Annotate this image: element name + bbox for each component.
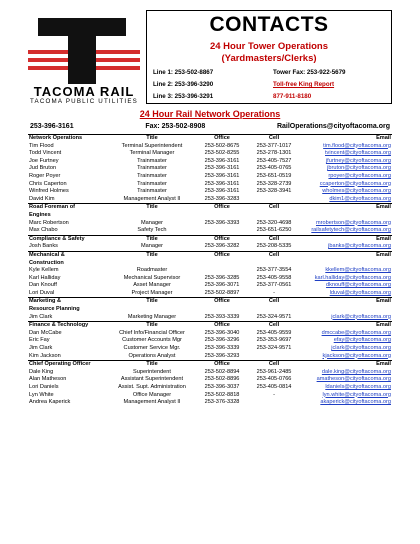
contact-row bbox=[28, 267, 392, 275]
email-link[interactable]: jbanks@cityoftacoma.org bbox=[328, 243, 391, 250]
contact-email-link[interactable] bbox=[300, 290, 392, 298]
contact-row bbox=[28, 330, 392, 338]
contact-name: Dan McCabe bbox=[29, 329, 62, 336]
section-name: Road Foreman of bbox=[28, 204, 108, 212]
section-header bbox=[28, 251, 392, 259]
empty-cell bbox=[108, 212, 196, 220]
contact-name: Chris Caperton bbox=[29, 180, 67, 187]
section-name: Chief Operating Officer bbox=[28, 361, 108, 369]
email-link[interactable]: lyn.white@cityoftacoma.org bbox=[322, 391, 391, 398]
column-header-office: Office bbox=[196, 361, 248, 369]
contact-row bbox=[28, 290, 392, 298]
section-header bbox=[28, 361, 392, 369]
contact-email-link[interactable] bbox=[300, 227, 392, 235]
contact-email-link[interactable] bbox=[300, 188, 392, 196]
email-link[interactable]: dale.king@cityoftacoma.org bbox=[321, 368, 391, 375]
tower-heading-line: 24 Hour Tower Operations bbox=[209, 41, 329, 52]
contact-office-phone: 253-396-3283 bbox=[204, 195, 240, 202]
header bbox=[28, 10, 392, 106]
contact-row bbox=[28, 143, 392, 151]
contact-office-phone: 253-396-3161 bbox=[204, 172, 240, 179]
contact-row bbox=[28, 173, 392, 181]
contact-email-link[interactable] bbox=[300, 376, 392, 384]
email-link[interactable]: jclark@cityoftacoma.org bbox=[331, 313, 391, 320]
contact-email-link[interactable] bbox=[300, 392, 392, 400]
contact-title: Customer Service Mgr. bbox=[123, 345, 181, 352]
contact-title: Mechanical Supervisor bbox=[123, 274, 181, 281]
contact-cell-phone: 253-405-0814 bbox=[256, 384, 292, 390]
contact-row bbox=[28, 243, 392, 251]
contact-email-link[interactable] bbox=[300, 314, 392, 322]
column-header-email: Email bbox=[300, 251, 392, 259]
contact-row bbox=[28, 181, 392, 189]
contact-title: Assist. Supt. Administration bbox=[118, 384, 186, 390]
contact-email-link[interactable] bbox=[300, 267, 392, 275]
contact-name: Alan Matheson bbox=[29, 376, 67, 383]
section-header bbox=[28, 204, 392, 212]
contact-cell-phone bbox=[248, 196, 300, 204]
contact-row bbox=[28, 399, 392, 407]
email-link[interactable]: amatheson@cityoftacoma.org bbox=[316, 376, 391, 383]
contact-row bbox=[28, 345, 392, 353]
contact-email-link[interactable] bbox=[300, 220, 392, 228]
email-link[interactable]: lduval@cityoftacoma.org bbox=[329, 289, 391, 296]
section-header bbox=[28, 135, 392, 143]
contact-email-link[interactable] bbox=[300, 150, 392, 158]
column-header-cell: Cell bbox=[248, 235, 300, 243]
contact-email-link[interactable] bbox=[300, 353, 392, 361]
column-header-title: Title bbox=[108, 235, 196, 243]
section-name: Mechanical & bbox=[28, 251, 108, 259]
column-header-cell: Cell bbox=[248, 298, 300, 306]
contact-name: Winfred Holmes bbox=[29, 188, 69, 195]
contact-row bbox=[28, 353, 392, 361]
contact-cell-phone: 253-405-9558 bbox=[256, 274, 292, 281]
title-box bbox=[146, 10, 392, 104]
contact-name: Roger Poyer bbox=[29, 172, 61, 179]
network-fax: Fax: 253-502-8908 bbox=[145, 123, 206, 130]
contact-title: Office Manager bbox=[132, 391, 172, 398]
contact-email-link[interactable] bbox=[300, 173, 392, 181]
contact-row bbox=[28, 376, 392, 384]
contact-office-phone: 253-396-3161 bbox=[204, 180, 240, 187]
contact-office-phone: 253-396-3393 bbox=[204, 219, 240, 226]
column-header-office: Office bbox=[196, 298, 248, 306]
contact-name: Josh Banks bbox=[29, 243, 58, 250]
empty-cell bbox=[248, 260, 300, 268]
contact-cell-phone: 253-328-3941 bbox=[256, 188, 292, 195]
contact-name: Todd Vincent bbox=[29, 150, 62, 157]
contact-email-link[interactable] bbox=[300, 369, 392, 377]
column-header-title: Title bbox=[108, 135, 196, 143]
empty-cell bbox=[300, 306, 392, 314]
contact-name: Joe Furtney bbox=[29, 157, 59, 164]
contact-name: Dale King bbox=[29, 368, 54, 375]
section-header bbox=[28, 298, 392, 306]
contact-office-phone: 253-396-3282 bbox=[204, 243, 240, 250]
contact-office-phone: 253-393-3339 bbox=[204, 313, 240, 320]
contact-row bbox=[28, 220, 392, 228]
contact-cell-phone bbox=[248, 353, 300, 361]
contact-office-phone bbox=[196, 267, 248, 275]
contact-cell-phone: 253-324-9571 bbox=[256, 313, 292, 320]
contact-email-link[interactable] bbox=[300, 330, 392, 338]
empty-cell bbox=[300, 260, 392, 268]
contact-name: Karl Halliday bbox=[29, 274, 61, 281]
toll-free-label: Toll-free King Report bbox=[273, 81, 335, 88]
contact-name: Eric Fay bbox=[29, 337, 50, 344]
column-header-office: Office bbox=[196, 204, 248, 212]
contact-cell-phone: 253-353-9697 bbox=[256, 337, 292, 344]
tower-heading bbox=[147, 41, 391, 65]
contact-row bbox=[28, 227, 392, 235]
contact-name: Lori Duval bbox=[29, 289, 55, 296]
contact-email-link[interactable] bbox=[300, 399, 392, 407]
email-link[interactable]: ldaniels@cityoftacoma.org bbox=[325, 384, 391, 390]
email-link[interactable]: dmccabe@cityoftacoma.org bbox=[321, 329, 391, 336]
contact-row bbox=[28, 196, 392, 204]
column-header-office: Office bbox=[196, 135, 248, 143]
contact-cell-phone: 253-377-3554 bbox=[256, 267, 292, 274]
contact-title: Marketing Manager bbox=[127, 313, 177, 320]
email-link[interactable]: dkim1@cityoftacoma.org bbox=[329, 195, 391, 202]
logo-t-stem bbox=[68, 36, 96, 84]
empty-cell bbox=[108, 260, 196, 268]
contact-title: Trainmaster bbox=[137, 157, 167, 164]
section-name: Finance & Technology bbox=[28, 322, 108, 330]
tower-subheading: (Yardmasters/Clerks) bbox=[221, 53, 317, 64]
contact-office-phone: 253-396-3161 bbox=[204, 165, 240, 172]
column-header-email: Email bbox=[300, 322, 392, 330]
contact-title: Roadmaster bbox=[136, 267, 168, 274]
contact-email-link[interactable] bbox=[300, 282, 392, 290]
column-header-title: Title bbox=[108, 298, 196, 306]
contact-cell-phone: 253-651-0519 bbox=[256, 172, 292, 179]
section-name: Marketing & bbox=[28, 298, 108, 306]
contact-row bbox=[28, 275, 392, 283]
toll-free-number: 877-911-8180 bbox=[273, 93, 312, 100]
contact-office-phone: 253-396-3339 bbox=[204, 345, 240, 352]
contact-office-phone: 253-502-8675 bbox=[204, 142, 240, 149]
email-link[interactable]: dknouff@cityoftacoma.org bbox=[326, 282, 391, 289]
section-name: Network Operations bbox=[28, 135, 108, 143]
column-header-office: Office bbox=[196, 251, 248, 259]
contact-office-phone: 253-396-3285 bbox=[204, 274, 240, 281]
contact-cell-phone: 253-961-2485 bbox=[256, 368, 292, 375]
section-header-cont bbox=[28, 212, 392, 220]
contact-title: Trainmaster bbox=[137, 172, 167, 179]
column-header-office: Office bbox=[196, 322, 248, 330]
column-header-cell: Cell bbox=[248, 322, 300, 330]
contact-title: Superintendent bbox=[133, 368, 171, 375]
contact-cell-phone: 253-405-0765 bbox=[256, 165, 292, 172]
empty-cell bbox=[108, 306, 196, 314]
contact-email-link[interactable] bbox=[300, 243, 392, 251]
column-header-office: Office bbox=[196, 235, 248, 243]
section-header bbox=[28, 322, 392, 330]
contact-title: Customer Accounts Mgr bbox=[122, 337, 182, 344]
contact-email-link[interactable] bbox=[300, 158, 392, 166]
column-header-email: Email bbox=[300, 135, 392, 143]
contact-email-link[interactable] bbox=[300, 384, 392, 392]
contact-title: Trainmaster bbox=[137, 180, 167, 187]
contact-office-phone: 253-396-3296 bbox=[204, 337, 240, 344]
contact-row bbox=[28, 384, 392, 392]
contact-office-phone: 253-502-8897 bbox=[204, 289, 240, 296]
contact-office-phone: 253-376-3328 bbox=[204, 399, 240, 406]
column-header-title: Title bbox=[108, 361, 196, 369]
contact-name: Jim Clark bbox=[29, 345, 53, 352]
email-link[interactable]: wholmes@cityoftacoma.org bbox=[322, 188, 391, 195]
empty-cell bbox=[196, 306, 248, 314]
contact-cell-phone: 253-320-4698 bbox=[256, 219, 292, 226]
contact-title: Terminal Superintendent bbox=[121, 142, 183, 149]
logo-subtitle: TACOMA PUBLIC UTILITIES bbox=[30, 98, 138, 105]
column-header-email: Email bbox=[300, 361, 392, 369]
email-link[interactable]: kjackson@cityoftacoma.org bbox=[322, 352, 391, 359]
contact-office-phone: 253-502-8896 bbox=[204, 376, 240, 383]
contact-row bbox=[28, 158, 392, 166]
contact-email-link[interactable] bbox=[300, 196, 392, 204]
contact-title: Asset Manager bbox=[133, 282, 171, 289]
contact-cell-phone: 253-377-1017 bbox=[256, 142, 292, 149]
contact-email-link[interactable] bbox=[300, 165, 392, 173]
email-link[interactable]: jbruton@cityoftacoma.org bbox=[327, 165, 391, 172]
section-name-line2: Construction bbox=[29, 259, 64, 266]
email-link[interactable]: mrobertson@cityoftacoma.org bbox=[315, 219, 391, 226]
email-link[interactable]: railsafetytech@cityoftacoma.org bbox=[311, 227, 391, 234]
contact-office-phone: 253-502-8894 bbox=[204, 368, 240, 375]
section-header-cont bbox=[28, 306, 392, 314]
contact-cell-phone: 253-405-0766 bbox=[256, 376, 292, 383]
section-header bbox=[28, 235, 392, 243]
section-name-line2: Resource Planning bbox=[29, 306, 80, 313]
empty-cell bbox=[248, 212, 300, 220]
column-header-cell: Cell bbox=[248, 361, 300, 369]
contact-title: Terminal Manager bbox=[129, 150, 175, 157]
contact-name: Max Chabo bbox=[29, 227, 58, 234]
contact-row bbox=[28, 369, 392, 377]
contact-name: Lori Daniels bbox=[29, 384, 59, 390]
page-title: CONTACTS bbox=[209, 13, 329, 36]
contact-cell-phone: 253-405-9559 bbox=[256, 329, 292, 336]
section-name-line2: Engines bbox=[29, 211, 51, 218]
email-link[interactable]: kkellem@cityoftacoma.org bbox=[325, 267, 391, 274]
contact-title: Trainmaster bbox=[137, 165, 167, 172]
network-email[interactable]: RailOperations@cityoftacoma.org bbox=[276, 123, 390, 130]
tower-phone-lines bbox=[153, 67, 389, 103]
contact-title: Assistant Superintendent bbox=[120, 376, 184, 383]
line-1: Line 1: 253-502-8867 bbox=[153, 69, 214, 76]
contact-name: Andrea Kaperick bbox=[29, 399, 71, 406]
line-2: Line 2: 253-396-3290 bbox=[153, 81, 214, 88]
contact-office-phone: 253-396-3071 bbox=[204, 282, 240, 289]
contact-email-link[interactable] bbox=[300, 143, 392, 151]
contact-name: Kyle Kellem bbox=[29, 267, 59, 274]
email-link[interactable]: efay@cityoftacoma.org bbox=[333, 337, 391, 344]
contact-name: Marc Robertson bbox=[29, 219, 69, 226]
contact-title: Manager bbox=[140, 243, 164, 250]
network-phone: 253-396-3161 bbox=[30, 123, 74, 130]
column-header-cell: Cell bbox=[248, 251, 300, 259]
empty-cell bbox=[196, 212, 248, 220]
contact-office-phone: 253-502-8818 bbox=[204, 391, 240, 398]
logo-t-bar bbox=[38, 18, 126, 36]
email-link[interactable]: tim.flood@cityoftacoma.org bbox=[323, 142, 391, 149]
contact-title: Safety Tech bbox=[137, 227, 167, 234]
contact-name: Jud Bruton bbox=[29, 165, 57, 172]
contact-name: Jim Clark bbox=[29, 313, 53, 320]
contact-cell-phone bbox=[248, 399, 300, 407]
contact-cell-phone: - bbox=[273, 289, 275, 296]
column-header-cell: Cell bbox=[248, 135, 300, 143]
contact-office-phone: 253-396-3293 bbox=[204, 352, 240, 359]
section-name: Compliance & Safety bbox=[28, 235, 108, 243]
contact-office-phone: 253-396-3037 bbox=[204, 384, 240, 390]
column-header-title: Title bbox=[108, 251, 196, 259]
contact-cell-phone: 253-278-1301 bbox=[256, 150, 292, 157]
email-link[interactable]: akaperick@cityoftacoma.org bbox=[320, 399, 391, 406]
contact-office-phone: 253-396-3161 bbox=[204, 188, 240, 195]
contact-office-phone: 253-396-3161 bbox=[204, 157, 240, 164]
email-link[interactable]: tvincent@cityoftacoma.org bbox=[325, 150, 391, 157]
contact-email-link[interactable] bbox=[300, 181, 392, 189]
contact-name: Lyn White bbox=[29, 391, 54, 398]
contact-row bbox=[28, 314, 392, 322]
contact-email-link[interactable] bbox=[300, 337, 392, 345]
column-header-title: Title bbox=[108, 204, 196, 212]
column-header-cell: Cell bbox=[248, 204, 300, 212]
contact-email-link[interactable] bbox=[300, 345, 392, 353]
tower-fax: Tower Fax: 253-922-5679 bbox=[273, 69, 346, 76]
email-link[interactable]: jclark@cityoftacoma.org bbox=[331, 345, 391, 352]
logo-name: TACOMA RAIL bbox=[33, 84, 135, 99]
line-3: Line 3: 253-396-3291 bbox=[153, 93, 214, 100]
column-header-title: Title bbox=[108, 322, 196, 330]
contact-office-phone: 253-502-8255 bbox=[204, 150, 240, 157]
empty-cell bbox=[300, 212, 392, 220]
contact-cell-phone: 253-651-6250 bbox=[256, 227, 292, 234]
empty-cell bbox=[248, 306, 300, 314]
contacts-table bbox=[28, 134, 392, 407]
contact-title: Management Analyst II bbox=[123, 399, 181, 406]
contact-title: Manager bbox=[140, 219, 164, 226]
contact-row bbox=[28, 282, 392, 290]
contact-title: Chief Info/Financial Officer bbox=[119, 329, 185, 336]
contact-cell-phone: 253-324-9571 bbox=[256, 345, 292, 352]
contact-title: Project Manager bbox=[131, 289, 173, 296]
contact-cell-phone: - bbox=[273, 391, 275, 398]
contact-name: Dan Knouff bbox=[29, 282, 57, 289]
contact-office-phone: 253-396-3040 bbox=[204, 329, 240, 336]
network-contact-line bbox=[28, 120, 392, 134]
contact-email-link[interactable] bbox=[300, 275, 392, 283]
contact-cell-phone: 253-208-5335 bbox=[256, 243, 292, 250]
email-link[interactable]: jfurtney@cityoftacoma.org bbox=[325, 157, 391, 164]
section-header-cont bbox=[28, 260, 392, 268]
contact-title: Management Analyst II bbox=[123, 195, 181, 202]
email-link[interactable]: rpoyer@cityoftacoma.org bbox=[328, 172, 391, 179]
contacts-sheet bbox=[28, 10, 392, 536]
contact-name: Kim Jackson bbox=[29, 352, 61, 359]
column-header-email: Email bbox=[300, 235, 392, 243]
contact-row bbox=[28, 188, 392, 196]
email-link[interactable]: ccaperton@cityoftacoma.org bbox=[319, 180, 391, 187]
contact-row bbox=[28, 392, 392, 400]
contact-name: David Kim bbox=[29, 195, 55, 202]
empty-cell bbox=[196, 260, 248, 268]
contact-row bbox=[28, 337, 392, 345]
email-link[interactable]: karl.halliday@cityoftacoma.org bbox=[314, 274, 391, 281]
contact-cell-phone: 253-405-7527 bbox=[256, 157, 292, 164]
contact-row bbox=[28, 165, 392, 173]
tacoma-rail-logo bbox=[28, 12, 140, 104]
column-header-email: Email bbox=[300, 298, 392, 306]
network-banner: 24 Hour Rail Network Operations bbox=[139, 109, 281, 119]
contact-title: Operations Analyst bbox=[128, 352, 176, 359]
contact-office-phone bbox=[196, 227, 248, 235]
contact-name: Tim Flood bbox=[29, 142, 54, 149]
contact-cell-phone: 253-377-0561 bbox=[256, 282, 292, 289]
column-header-email: Email bbox=[300, 204, 392, 212]
contact-title: Trainmaster bbox=[137, 188, 167, 195]
contact-row bbox=[28, 150, 392, 158]
contact-cell-phone: 253-328-2739 bbox=[256, 180, 292, 187]
